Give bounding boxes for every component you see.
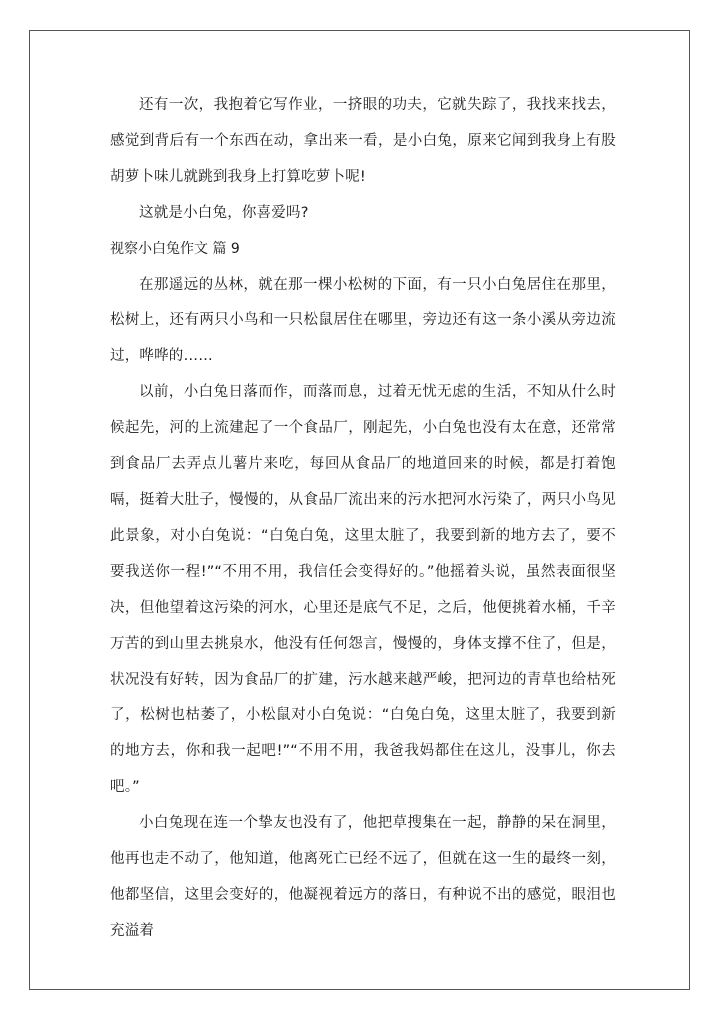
section-title: 视察小白兔作文 篇 9	[110, 240, 240, 257]
paragraph-factory: 以前，小白兔日落而作，而落而息，过着无忧无虑的生活，不知从什么时候起先，河的上流建起了一个食品厂，刚起先，小白兔也没有太在意，还常常到食品厂去弄点儿薯片来吃，每回从食品厂的地道回来的时候，都是打着饱嗝，挺着大肚子，慢慢的，从食品厂流出来的污水把河水污染了，两只小鸟见此景象，对小白兔说：“白兔白兔，这里太脏了，我要到新的地方去了，要不要我送你一程!”“不用不用，我信任会变得好的。”他摇着头说，虽然表面很坚决，但他望着这污染的河水，心里还是底气不足，之后，他便挑着水桶，千辛万苦的到山里去挑泉水，他没有任何怨言，慢慢的，身体支撑不住了，但是，状况没有好转，因为食品厂的扩建，污水越来越严峻，把河边的青草也给枯死了，松树也枯萎了，小松鼠对小白兔说：“白兔白兔，这里太脏了，我要到新的地方去，你和我一起吧!”“不用不用，我爸我妈都住在这儿，没事儿，你去吧。”	[110, 384, 616, 796]
document-body	[110, 88, 616, 950]
paragraph-ending: 小白兔现在连一个挚友也没有了，他把草搜集在一起，静静的呆在洞里，他再也走不动了，他知道，他离死亡已经不远了，但就在这一生的最终一刻，他都坚信，这里会变好的，他凝视着远方的落日，有种说不出的感觉，眼泪也充溢着	[110, 815, 616, 939]
paragraph-forest: 在那遥远的丛林，就在那一棵小松树的下面，有一只小白兔居住在那里，松树上，还有两只小鸟和一只松鼠居住在哪里，旁边还有这一条小溪从旁边流过，哗哗的……	[110, 276, 616, 365]
paragraph-question: 这就是小白兔，你喜爱吗?	[139, 204, 309, 221]
paragraph-homework-story: 还有一次，我抱着它写作业，一挤眼的功夫，它就失踪了，我找来找去，感觉到背后有一个东西在动，拿出来一看，是小白兔，原来它闻到我身上有股胡萝卜味儿就跳到我身上打算吃萝卜呢!	[110, 97, 616, 185]
